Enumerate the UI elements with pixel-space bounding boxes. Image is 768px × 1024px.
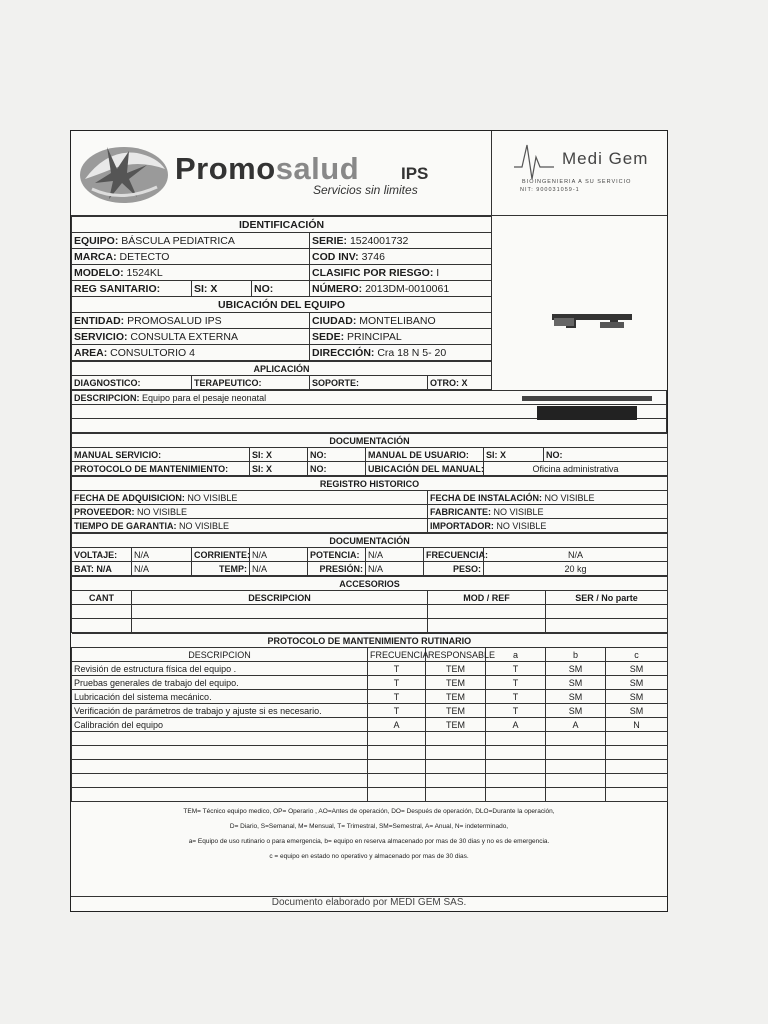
col-a: a <box>486 648 546 662</box>
area-row: AREA: CONSULTORIO 4 <box>72 345 310 361</box>
table-row <box>72 605 668 619</box>
serie-cell: SERIE: 1524001732 <box>310 233 492 249</box>
temp-value: N/A <box>250 562 308 576</box>
col-cant: CANT <box>72 591 132 605</box>
peso-value: 20 kg <box>484 562 668 576</box>
equipment-form-sheet <box>70 130 668 912</box>
sede-cell: SEDE: PRINCIPAL <box>310 329 492 345</box>
importador: IMPORTADOR: NO VISIBLE <box>428 519 668 533</box>
note-line: D= Diario, S=Semanal, M= Mensual, T= Trimestral, SM=Semestral, A= Anual, N= indeterminado, <box>229 823 509 830</box>
medigem-brand: Medi Gem <box>562 149 649 168</box>
mu-no: NO: <box>544 448 668 462</box>
fabricante: FABRICANTE: NO VISIBLE <box>428 505 668 519</box>
table-row: Revisión de estructura física del equipo . T TEM T SM SM <box>72 662 668 676</box>
protocolo-label: PROTOCOLO DE MANTENIMIENTO: <box>72 462 250 476</box>
equipment-photo <box>491 216 667 390</box>
potencia-value: N/A <box>366 548 424 562</box>
legend-notes <box>71 802 667 864</box>
mu-si: SI: X <box>484 448 544 462</box>
section-ubicacion: UBICACIÓN DEL EQUIPO <box>72 297 492 313</box>
corriente-label: CORRIENTE: <box>192 548 250 562</box>
col-descripcion: DESCRIPCION <box>132 591 428 605</box>
proveedor: PROVEEDOR: NO VISIBLE <box>72 505 428 519</box>
diagnostico-label: DIAGNOSTICO: <box>72 376 192 390</box>
table-row <box>72 732 668 746</box>
numero-cell: NÚMERO: 2013DM-0010061 <box>310 281 492 297</box>
fecha-adquisicion: FECHA DE ADQUISICION: NO VISIBLE <box>72 491 428 505</box>
identification-area <box>71 216 667 390</box>
medigem-tagline: BIOINGENIERIA A SU SERVICIO <box>522 179 632 185</box>
reg-no: NO: <box>252 281 310 297</box>
section-protocolo: PROTOCOLO DE MANTENIMIENTO RUTINARIO <box>72 634 668 648</box>
reg-si: SI: X <box>192 281 252 297</box>
table-row <box>72 774 668 788</box>
peso-label: PESO: <box>424 562 484 576</box>
logo-slogan: Servicios sin limites <box>313 183 418 197</box>
terapeutico-label: TERAPEUTICO: <box>192 376 310 390</box>
clasific-cell: CLASIFIC POR RIESGO: I <box>310 265 492 281</box>
ubicacion-manual-value: Oficina administrativa <box>484 462 668 476</box>
blank-row <box>72 419 667 433</box>
equipo-row: EQUIPO: BÁSCULA PEDIATRICA <box>72 233 310 249</box>
ciudad-cell: CIUDAD: MONTELIBANO <box>310 313 492 329</box>
col-c: c <box>606 648 668 662</box>
col-ser-parte: SER / No parte <box>546 591 668 605</box>
otro-label: OTRO: X <box>428 376 492 390</box>
note-line: a= Equipo de uso rutinario o para emergencia, b= equipo en reserva almacenado por mas de 30 dias y no es de emergencia. <box>188 838 550 845</box>
table-row: Lubricación del sistema mecánico. T TEM T SM SM <box>72 690 668 704</box>
section-documentacion: DOCUMENTACIÓN <box>72 434 668 448</box>
corriente-value: N/A <box>250 548 308 562</box>
promosalud-logo-area <box>71 131 492 215</box>
cod-inv-cell: COD INV: 3746 <box>310 249 492 265</box>
table-row: Calibración del equipo A TEM A A N <box>72 718 668 732</box>
bat-label: BAT: N/A <box>72 562 132 576</box>
pm-no: NO: <box>308 462 366 476</box>
soporte-label: SOPORTE: <box>310 376 428 390</box>
section-registro: REGISTRO HISTORICO <box>72 477 668 491</box>
col-responsable: RESPONSABLE <box>426 648 486 662</box>
protocolo-table <box>71 633 668 802</box>
note-line: c = equipo en estado no operativo y almacenado por mas de 30 dias. <box>269 853 469 860</box>
manual-usuario-label: MANUAL DE USUARIO: <box>366 448 484 462</box>
accesorios-table <box>71 576 668 633</box>
registro-table <box>71 476 668 533</box>
pm-si: SI: X <box>250 462 308 476</box>
ubicacion-manual-label: UBICACIÓN DEL MANUAL: <box>366 462 484 476</box>
promosalud-emblem-icon <box>77 139 172 209</box>
table-row <box>72 788 668 802</box>
marca-row: MARCA: DETECTO <box>72 249 310 265</box>
temp-label: TEMP: <box>192 562 250 576</box>
bat-value: N/A <box>132 562 192 576</box>
fecha-instalacion: FECHA DE INSTALACIÓN: NO VISIBLE <box>428 491 668 505</box>
potencia-label: POTENCIA: <box>308 548 366 562</box>
aplicacion-table <box>71 361 492 390</box>
table-row: Pruebas generales de trabajo del equipo. T TEM T SM SM <box>72 676 668 690</box>
section-aplicacion: APLICACIÓN <box>72 362 492 376</box>
table-row <box>72 619 668 633</box>
logo-ips: IPS <box>401 164 429 183</box>
descripcion-row: DESCRIPCION: Equipo para el pesaje neonatal <box>72 391 667 405</box>
presion-label: PRESIÓN: <box>308 562 366 576</box>
col-b: b <box>546 648 606 662</box>
col-frecuencia: FRECUENCIA <box>368 648 426 662</box>
col-mod-ref: MOD / REF <box>428 591 546 605</box>
voltaje-value: N/A <box>132 548 192 562</box>
presion-value: N/A <box>366 562 424 576</box>
reg-sanitario-label: REG SANITARIO: <box>72 281 192 297</box>
servicio-row: SERVICIO: CONSULTA EXTERNA <box>72 329 310 345</box>
direccion-cell: DIRECCIÓN: Cra 18 N 5- 20 <box>310 345 492 361</box>
tecnica-table <box>71 533 668 576</box>
note-line: TEM= Técnico equipo medico, OP= Operario , AO=Antes de operación, DO= Después de operación, DLO=Durante la operación, <box>183 808 555 815</box>
voltaje-label: VOLTAJE: <box>72 548 132 562</box>
documentacion-table <box>71 433 668 476</box>
medigem-nit: NIT: 900031059-1 <box>520 187 580 193</box>
section-accesorios: ACCESORIOS <box>72 577 668 591</box>
ms-si: SI: X <box>250 448 308 462</box>
tiempo-garantia: TIEMPO DE GARANTIA: NO VISIBLE <box>72 519 428 533</box>
pediatric-scale-image <box>492 216 666 376</box>
section-identificacion: IDENTIFICACIÓN <box>72 217 492 233</box>
section-tecnica: DOCUMENTACIÓN <box>72 534 668 548</box>
table-row: Verificación de parámetros de trabajo y ajuste si es necesario. T TEM T SM SM <box>72 704 668 718</box>
table-row <box>72 760 668 774</box>
entidad-row: ENTIDAD: PROMOSALUD IPS <box>72 313 310 329</box>
frecuencia-value: N/A <box>484 548 668 562</box>
form-header <box>71 131 667 216</box>
frecuencia-label: FRECUENCIA: <box>424 548 484 562</box>
medigem-logo-area <box>492 131 667 215</box>
document-footer: Documento elaborado por MEDI GEM SAS. <box>71 896 667 911</box>
table-row <box>72 746 668 760</box>
col-descripcion: DESCRIPCION <box>72 648 368 662</box>
promosalud-logo-text: Promosalud <box>175 151 360 186</box>
identification-table <box>71 216 492 361</box>
modelo-row: MODELO: 1524KL <box>72 265 310 281</box>
manual-servicio-label: MANUAL SERVICIO: <box>72 448 250 462</box>
ms-no: NO: <box>308 448 366 462</box>
